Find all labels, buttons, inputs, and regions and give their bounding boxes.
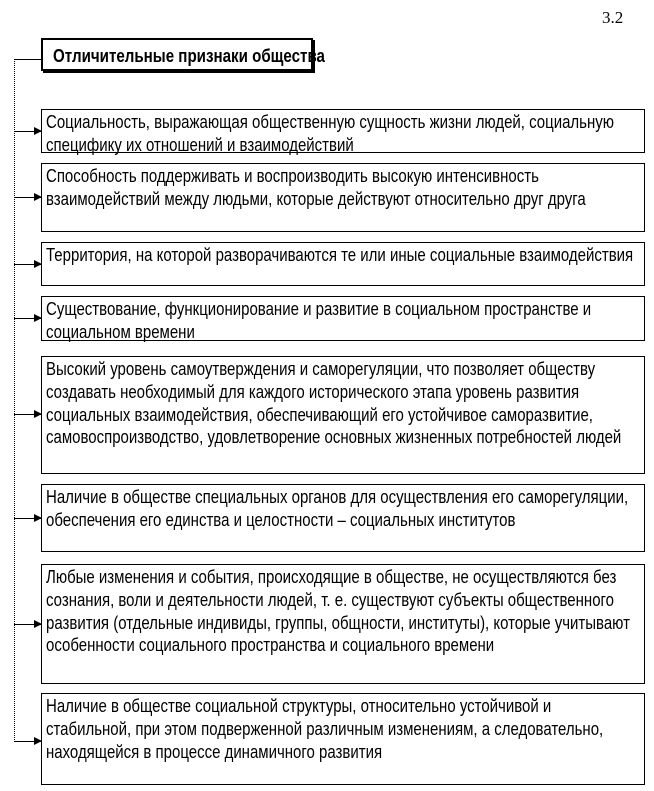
arrow-icon [14,264,41,265]
feature-box-8 [41,693,645,785]
title-text: Отличительные признаки общества [53,46,325,66]
feature-text: Наличие в обществе специальных органов для осуществления его саморегуляции, обеспечения его единства и целостности – социальных институтов [46,486,629,530]
feature-box-4 [41,296,645,341]
feature-box-1 [41,109,645,153]
title-box [41,38,325,71]
feature-box-3 [41,242,645,286]
feature-text: Любые изменения и события, происходящие в обществе, не осуществляются без сознания, воли и деятельности людей, т. е. существуют субъекты общественного развития (отдельные индивиды, группы, общности, институты), которые учитывают особенности социального пространства и социального времени [46,566,630,656]
arrow-icon [14,414,41,415]
connector-top [14,59,41,60]
arrow-icon [14,318,41,319]
arrow-icon [14,518,41,519]
feature-text: Наличие в обществе социальной структуры, относительно устойчивой и стабильной, при этом подверженной различным изменениям, а следовательно, находящейся в процессе динамичного развития [46,695,604,762]
arrow-icon [14,197,41,198]
arrow-icon [14,624,41,625]
arrow-icon [14,131,41,132]
feature-text: Социальность, выражающая общественную сущность жизни людей, социальную специфику их отношений и взаимодействий [46,111,614,155]
feature-text: Способность поддерживать и воспроизводить высокую интенсивность взаимодействий между людьми, которые действуют относительно друг друга [46,165,586,209]
feature-box-5 [41,356,645,474]
page-number: 3.2 [602,8,624,27]
feature-box-7 [41,564,645,684]
feature-box-2 [41,163,645,232]
feature-text: Существование, функционирование и развитие в социальном пространстве и социальном времени [46,298,592,342]
feature-box-6 [41,484,645,552]
feature-text: Высокий уровень самоутверждения и саморегуляции, что позволяет обществу создавать необходимый для каждого исторического этапа уровень развития социальных взаимодействия, обеспечивающий его устойчивое саморазвитие, самовоспроизводство, удовлетворение основных жизненных потребностей людей [46,358,622,448]
connector-trunk [14,59,15,742]
feature-text: Территория, на которой разворачиваются те или иные социальные взаимодействия [46,244,634,265]
arrow-icon [14,741,41,742]
